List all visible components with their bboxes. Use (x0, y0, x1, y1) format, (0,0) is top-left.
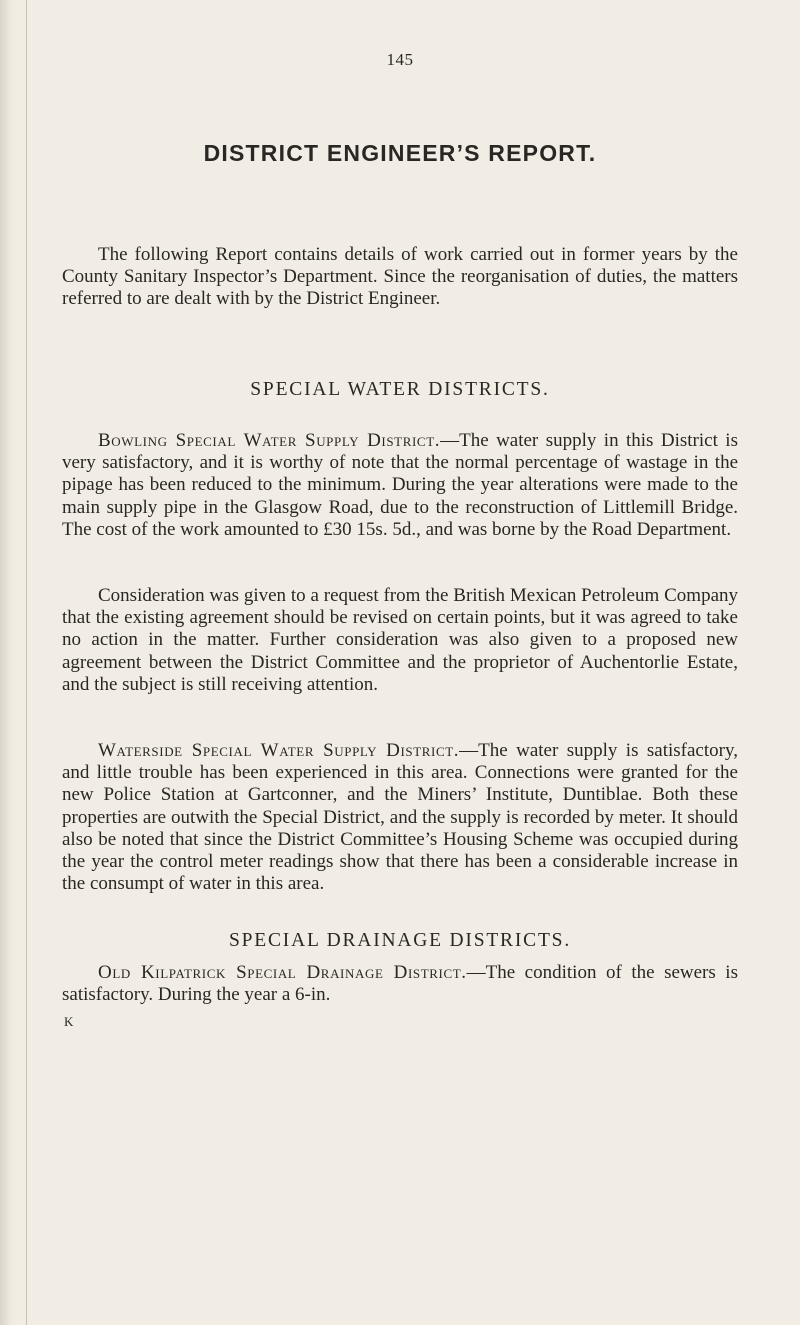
bowling-paragraph-2: Consideration was given to a request from the British Mexican Petroleum Company that the existing agreement should be revised on certain points, but it was agreed to take no action in the matter. Further consideration was also given to a proposed new agreement between the District Committee and the proprietor of Auchentorlie Estate, and the subject is still receiving attention. (62, 585, 738, 695)
kilpatrick-text: —The condition of the sewers is satisfactory. During the year a 6-in. (62, 962, 738, 1006)
waterside-paragraph (62, 740, 738, 895)
bowling-paragraph (62, 430, 738, 541)
waterside-lead: Waterside Special Water Supply District. (98, 740, 460, 761)
waterside-text: —The water supply is satisfactory, and little trouble has been experienced in this area. Connections were granted for the new Police Station at Gartconner, and the Miners’ Institute, Duntiblae. Both these properties are outwith the Special District, and the supply is recorded by meter. It should also be noted that since the District Committee’s Housing Scheme was occupied during the year the control meter readings show that there has been a considerable increase in the consumpt of water in this area. (62, 740, 738, 895)
kilpatrick-lead: Old Kilpatrick Special Drainage District. (98, 962, 467, 983)
bowling-lead: Bowling Special Water Supply District. (98, 430, 441, 451)
water-districts-heading: SPECIAL WATER DISTRICTS. (250, 379, 550, 400)
intro-paragraph: The following Report contains details of work carried out in former years by the County Sanitary Inspector’s Department. Since the reorganisation of duties, the matters referred to are dealt with by the District Engineer. (62, 244, 738, 310)
page-number: 145 (386, 50, 414, 69)
signature-mark: K (64, 1014, 74, 1029)
bowling-text: —The water supply in this District is very satisfactory, and it is worthy of note that the normal percentage of wastage in the pipage has been reduced to the minimum. During the year alterations were made to the main supply pipe in the Glasgow Road, due to the reconstruction of Littlemill Bridge. The cost of the work amounted to £30 15s. 5d., and was borne by the Road Department. (62, 430, 738, 540)
kilpatrick-paragraph (62, 962, 738, 1006)
report-title: DISTRICT ENGINEER’S REPORT. (203, 140, 597, 166)
drainage-districts-heading: SPECIAL DRAINAGE DISTRICTS. (228, 930, 571, 951)
